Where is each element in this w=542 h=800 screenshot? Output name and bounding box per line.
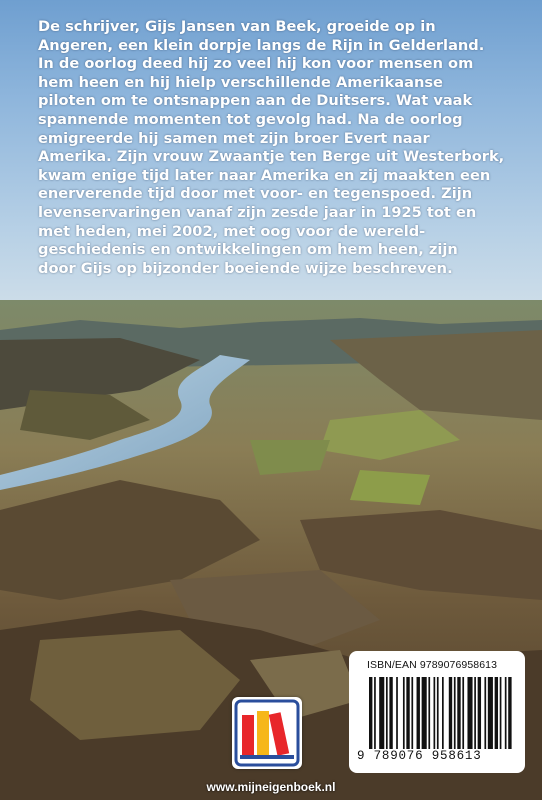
- blurb-line: door Gijs op bijzonder boeiende wijze beschreven.: [38, 259, 453, 277]
- back-cover-blurb: [38, 18, 508, 278]
- blurb-line: In de oorlog deed hij zo veel hij kon voor mensen om: [38, 55, 474, 73]
- publisher-url: www.mijneigenboek.nl: [206, 780, 336, 794]
- blurb-line: met heden, mei 2002, met oog voor de wereld-: [38, 222, 426, 240]
- blurb-line: levenservaringen vanaf zijn zesde jaar in 1925 tot en: [38, 203, 477, 221]
- blurb-line: geschiedenis en ontwikkelingen om hem heen, zijn: [38, 241, 458, 259]
- blurb-line: Angeren, een klein dorpje langs de Rijn in Gelderland.: [38, 36, 485, 54]
- blurb-line: spannende momenten tot gevolg had. Na de oorlog: [38, 110, 463, 128]
- books-logo-icon: [232, 697, 302, 769]
- isbn-label: ISBN/EAN 9789076958613: [367, 659, 498, 671]
- logo-book-red: [242, 715, 254, 755]
- isbn-barcode: [349, 651, 525, 773]
- blurb-line: enerverende tijd door met voor- en tegenspoed. Zijn: [38, 185, 473, 203]
- blurb-line: De schrijver, Gijs Jansen van Beek, groeide op in: [38, 18, 436, 35]
- blurb-line: Amerika. Zijn vrouw Zwaantje ten Berge uit Westerbork,: [38, 148, 505, 166]
- publisher-logo: [232, 697, 302, 769]
- barcode-bars: [369, 677, 515, 749]
- barcode-digits: 9 789076 958613: [357, 749, 482, 763]
- blurb-line: kwam enige tijd later naar Amerika en zij maakten een: [38, 166, 491, 184]
- logo-book-yellow: [257, 711, 269, 755]
- blurb-line: hem heen en hij hielp verschillende Amerikaanse: [38, 73, 443, 91]
- blurb-line: piloten om te ontsnappen aan de Duitsers. Wat vaak: [38, 92, 473, 110]
- blurb-line: emigreerde hij samen met zijn broer Evert naar: [38, 129, 430, 147]
